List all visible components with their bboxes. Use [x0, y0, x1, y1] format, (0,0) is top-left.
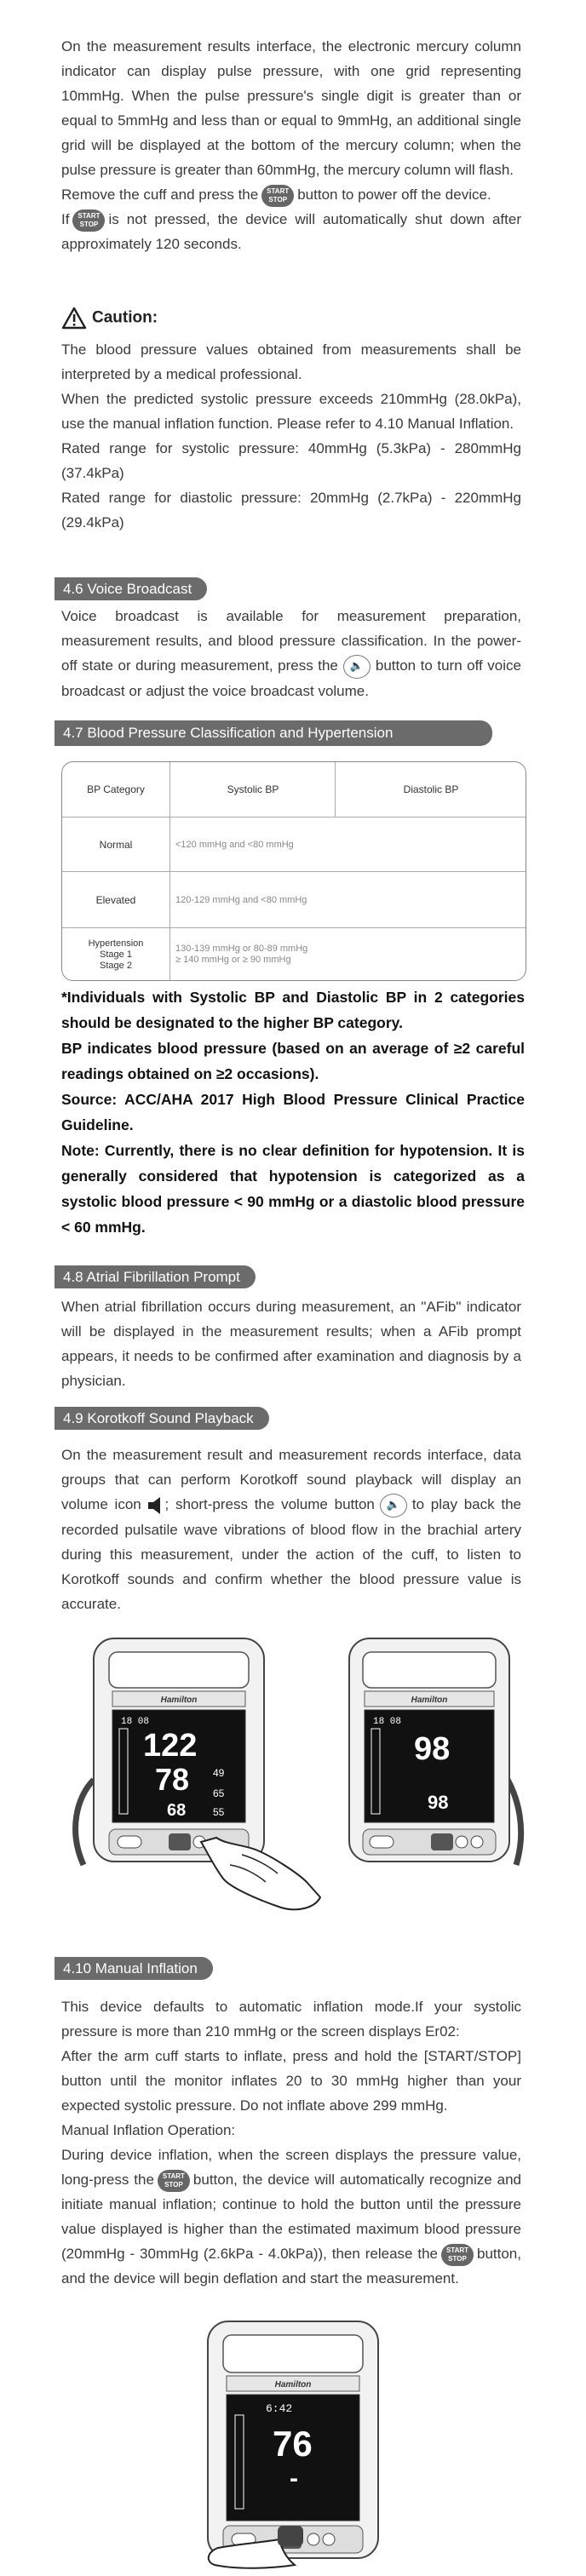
row-value: 130-139 mmHg or 80-89 mmHg ≥ 140 mmHg or ≥ 90 mmHg — [169, 928, 526, 981]
start-stop-key-icon — [441, 2244, 474, 2266]
bottom-monitor-device — [208, 2321, 378, 2558]
section-4-10-heading: 4.10 Manual Inflation — [55, 1957, 213, 1980]
section-4-7-heading: 4.7 Blood Pressure Classification and Hypertension — [55, 720, 492, 746]
caution-list — [61, 337, 521, 535]
caution-line: Rated range for systolic pressure: 40mmHg (5.3kPa) - 280mmHg (37.4kPa) — [61, 440, 521, 481]
power-off-text: button to power off the device. — [297, 186, 491, 203]
bottom-dash: - — [290, 2464, 298, 2493]
caution-line: The blood pressure values obtained from measurements shall be interpreted by a medical professional. — [61, 341, 521, 382]
stop-key-label: STOP — [448, 2254, 467, 2263]
row-category: Normal — [99, 839, 133, 851]
right-monitor-device — [349, 1638, 521, 1865]
bp-note: Note: Currently, there is no clear definition for hypotension. It is generally considered that hypotension is categorized as a systolic blood pressure < 90 mmHg or a diastolic blood pressure < 60 mmHg. — [61, 1142, 525, 1236]
manual-p3: Manual Inflation Operation: — [61, 2122, 236, 2138]
caution-title: Caution: — [92, 308, 158, 327]
left-aux2: 65 — [213, 1787, 225, 1799]
row-value: 120-129 mmHg and <80 mmHg — [169, 872, 526, 928]
volume-button-icon: 🔈 — [380, 1494, 407, 1517]
bottom-time: 6:42 — [266, 2402, 293, 2415]
manual-p4a: During device inflation, when the screen displays the pressure value, long-press the — [61, 2147, 521, 2188]
caution-heading — [61, 307, 158, 330]
bp-notes — [61, 984, 525, 1240]
manual-p4c: button, and the device will begin deflation and start the measurement. — [61, 2246, 521, 2286]
start-key-label: START — [445, 2246, 469, 2254]
mercury-column-text: On the measurement results interface, the electronic mercury column indicator can display pulse pressure, with one grid representing 10mmHg. When the pulse pressure's single digit is greater than or equal to 5mmHg and less than or equal to 9mmHg, an additional single grid will be displayed at the bottom of the mercury column; when the pulse pressure is greater than 60mmHg, the mercury column will flash. — [61, 38, 521, 178]
stop-key-label: STOP — [79, 220, 99, 228]
left-pulse: 68 — [167, 1801, 187, 1820]
stop-key-label: STOP — [268, 195, 288, 204]
bottom-reading: 76 — [273, 2424, 313, 2464]
manual-inflation-paragraph — [61, 1994, 521, 2291]
bp-classification-table — [61, 761, 526, 981]
left-diastolic: 78 — [155, 1762, 190, 1797]
korotkoff-text-a: On the measurement result and measurement records interface, data groups that can perform Korotkoff sound playback will display an volume icon — [61, 1447, 521, 1512]
left-brand: Hamilton — [160, 1695, 198, 1705]
table-row — [62, 927, 526, 981]
start-key-label: START — [162, 2172, 185, 2180]
manual-p4 — [61, 2143, 521, 2291]
voice-text-a: Voice broadcast is available for measurement preparation, measurement results, and blood pressure classification. In the power-off state or during measurement, press the — [61, 608, 521, 674]
section-4-9-heading: 4.9 Korotkoff Sound Playback — [55, 1407, 269, 1430]
auto-shutdown-line — [61, 207, 521, 256]
header-systolic: Systolic BP — [169, 762, 336, 817]
remove-cuff-text: Remove the cuff and press the — [61, 186, 259, 203]
auto-shutdown-text: is not pressed, the device will automatically shut down after approximately 120 seconds. — [61, 211, 521, 252]
afib-paragraph: When atrial fibrillation occurs during measurement, an "AFib" indicator will be displayed in the measurement results; when a AFib prompt appears, it needs to be confirmed after examination and diagnosis by a physician. — [61, 1299, 521, 1389]
speaker-icon — [147, 1496, 164, 1515]
section-4-6-heading: 4.6 Voice Broadcast — [55, 577, 207, 600]
table-header-row — [62, 762, 526, 817]
right-pulse: 98 — [428, 1792, 449, 1813]
manual-p1: This device defaults to automatic inflation mode.If your systolic pressure is more than 210 mmHg or the screen displays Er02: — [61, 1999, 521, 2040]
right-date: 18 08 — [373, 1717, 402, 1727]
korotkoff-paragraph — [61, 1443, 521, 1616]
bottom-brand: Hamilton — [274, 2380, 312, 2390]
volume-button-icon: 🔈 — [343, 655, 371, 679]
mercury-column-paragraph — [61, 34, 521, 256]
if-text: If — [61, 211, 70, 227]
start-stop-key-icon — [261, 185, 294, 207]
korotkoff-text-b: ; short-press the volume button — [164, 1496, 375, 1512]
table-row — [62, 817, 526, 872]
left-monitor-device — [94, 1638, 264, 1862]
section-4-8-heading: 4.8 Atrial Fibrillation Prompt — [55, 1265, 256, 1288]
manual-p2: After the arm cuff starts to inflate, press and hold the [START/STOP] button until the monitor inflates 20 to 30 mmHg higher than your expected systolic pressure. Do not inflate above 299 mmHg. — [61, 2048, 521, 2114]
header-category: BP Category — [87, 783, 145, 795]
row-value: <120 mmHg and <80 mmHg — [169, 818, 526, 872]
row-category: Hypertension Stage 1 Stage 2 — [88, 938, 144, 971]
voice-broadcast-paragraph — [61, 604, 521, 703]
start-stop-key-icon — [72, 209, 105, 232]
bp-note: *Individuals with Systolic BP and Diastolic BP in 2 categories should be designated to the higher BP category. — [61, 989, 525, 1031]
right-brand: Hamilton — [411, 1695, 448, 1705]
voice-text-b: button to turn off voice broadcast or adjust the voice broadcast volume. — [61, 657, 521, 699]
stop-key-label: STOP — [164, 2180, 183, 2189]
warning-triangle-icon — [61, 307, 87, 330]
korotkoff-text-c: to play back the recorded pulsatile wave vibrations of blood flow in the brachial artery during this measurement, under the action of the cuff, to listen to Korotkoff sounds and confirm whether the blood pressure value is accurate. — [61, 1496, 522, 1612]
start-stop-key-icon — [158, 2170, 190, 2192]
bp-note: BP indicates blood pressure (based on an average of ≥2 careful readings obtained on ≥2 occasions). — [61, 1040, 525, 1082]
header-diastolic: Diastolic BP — [335, 762, 526, 817]
start-key-label: START — [78, 211, 101, 220]
left-aux1: 49 — [213, 1767, 225, 1779]
caution-line: When the predicted systolic pressure exceeds 210mmHg (28.0kPa), use the manual inflation function. Please refer to 4.10 Manual Inflation. — [61, 391, 521, 432]
power-off-line — [61, 182, 521, 207]
bp-note: Source: ACC/AHA 2017 High Blood Pressure Clinical Practice Guideline. — [61, 1091, 525, 1133]
start-key-label: START — [267, 186, 290, 195]
table-row — [62, 871, 526, 928]
left-systolic: 122 — [143, 1728, 198, 1764]
left-date: 18 08 — [121, 1717, 150, 1727]
left-aux3: 55 — [213, 1806, 225, 1818]
caution-line: Rated range for diastolic pressure: 20mmHg (2.7kPa) - 220mmHg (29.4kPa) — [61, 490, 521, 531]
row-category: Elevated — [95, 894, 136, 906]
manual-inflation-illustration — [170, 2316, 417, 2572]
right-systolic: 98 — [414, 1731, 451, 1767]
korotkoff-playback-illustration — [60, 1626, 537, 1925]
manual-p4b: button, the device will automatically recognize and initiate manual inflation; continue to hold the button until the pressure value displayed is higher than the estimated maximum blood pressure (20mmHg - 30mmHg (2.6kPa - 4.0kPa)), then release the — [61, 2172, 521, 2262]
